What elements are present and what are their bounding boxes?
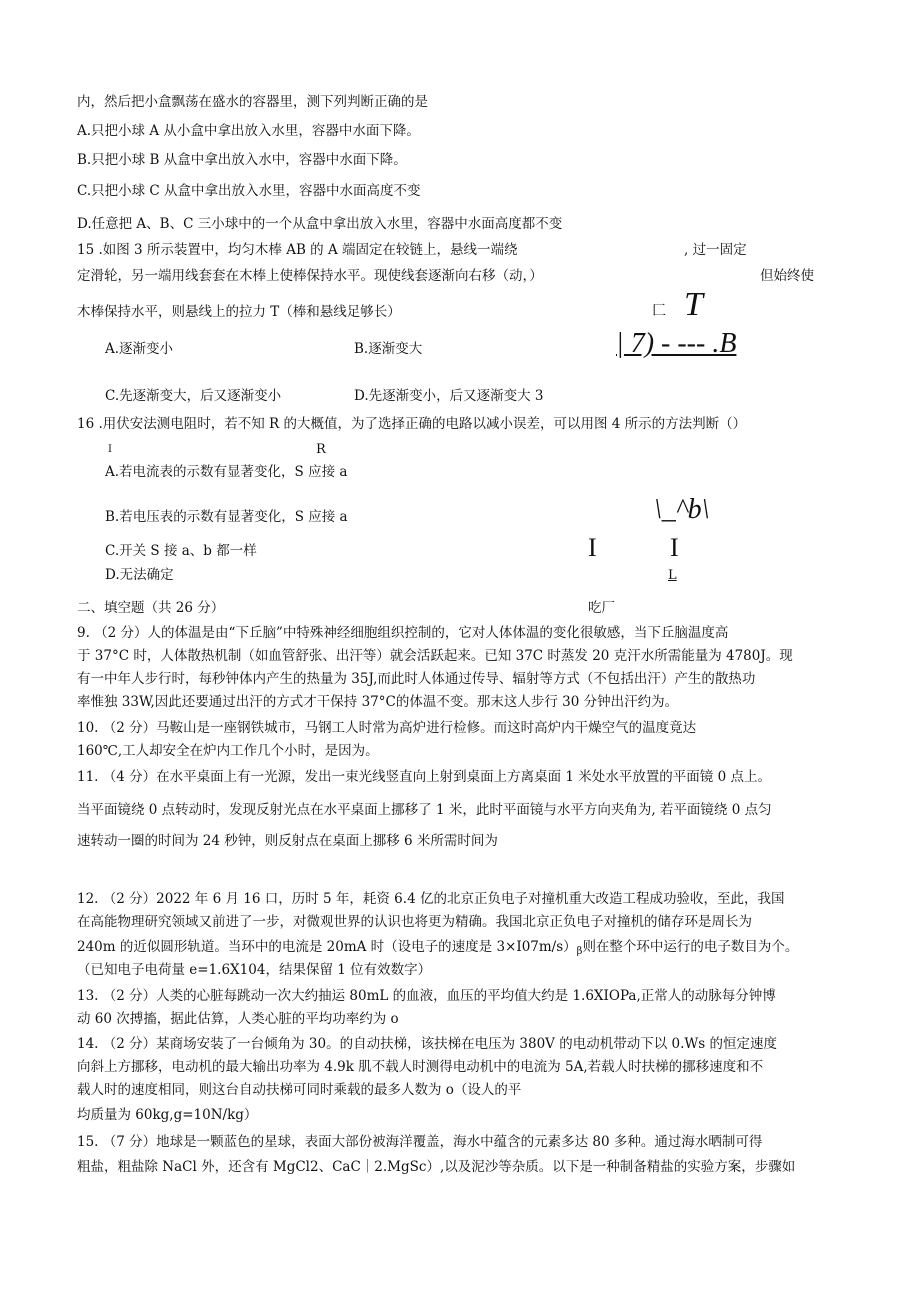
- fig4-bar-left: I: [588, 533, 597, 562]
- q12-line3-tail: 则在整个环中运行的电子数目为个。: [582, 939, 799, 955]
- q15-text-line1: 15 .如图 3 所示装置中，均匀木棒 AB 的 A 端固定在较链上，悬线一端绕: [77, 242, 518, 258]
- fig3-label-er: 匚: [652, 304, 666, 319]
- option-a: A.只把小球 A 从小盒中拿出放入水里，容器中水面下降。: [77, 123, 420, 139]
- q15-fill-line2: 粗盐，粗盐除 NaCl 外，还含有 MgCl2、CaC｜2.MgSc）,以及泥沙等杂质。以下是一种制备精盐的实验方案，步骤如: [77, 1159, 796, 1175]
- q15-text-line2-tail: 但始终使: [760, 268, 814, 284]
- q12-subscript: β: [576, 946, 583, 957]
- fig4-label-r: R: [316, 442, 326, 457]
- fig3-label-b: [616, 330, 736, 358]
- fig4-label-i: I: [108, 444, 112, 455]
- q15-option-d: D.先逐渐变小，后又逐渐变大 3: [354, 388, 544, 404]
- q13-line1: 13. （2 分）人类的心脏每跳动一次大约抽运 80mL 的血液，血压的平均值大约是 1.6XIOPa,正常人的动脉每分钟博: [77, 988, 776, 1004]
- q15-option-a: A.逐渐变小: [105, 341, 174, 357]
- q12-line3: [77, 937, 798, 962]
- q15-text-line3: 木棒保持水平，则悬线上的拉力 T（棒和悬线足够长）: [77, 304, 401, 320]
- q11-line3: 速转动一圈的时间为 24 秒钟，则反射点在桌面上挪移 6 米所需时间为: [77, 833, 498, 849]
- q14-line4: 均质量为 60kg,g=10N/kg）: [77, 1107, 258, 1123]
- q9-line2: 于 37°C 时，人体散热机制（如血管舒张、出汗等）就会活跃起来。已知 37C 时蒸发 20 克汗水所需能量为 4780J。现: [77, 648, 793, 664]
- q16-text: 16 .用伏安法测电阻时，若不知 R 的大概值，为了选择正确的电路以减小误差，可以用图 4 所示的方法判断（）: [77, 416, 747, 432]
- fig4-label-b: \_^b\: [654, 494, 710, 525]
- q16-option-a: A.若电流表的示数有显著变化，S 应接 a: [105, 464, 348, 480]
- fig3-label-b-text: | 7) - --- .B: [616, 328, 737, 359]
- q11-line2: 当平面镜绕 0 点转动时，发现反射光点在水平桌面上挪移了 1 米，此时平面镜与水平方向夹角为, 若平面镜绕 0 点匀: [77, 802, 772, 818]
- question-intro-line: 内，然后把小盒飘荡在盛水的容器里，测下列判断正确的是: [77, 94, 428, 110]
- q12-line2: 在高能物理研究领域又前进了一步，对微观世界的认识也将更为精确。我国北京正负电子对撞机的储存环是周长为: [77, 914, 752, 930]
- q12-line3-text: 240m 的近似圆形轨道。当环中的电流是 20mA 时（设电子的速度是 3×I07m/s）: [77, 939, 577, 955]
- fig4-bar-right: I: [670, 533, 679, 562]
- fig3-label-t: T: [684, 286, 703, 323]
- q12-line1: 12. （2 分）2022 年 6 月 16 口，历时 5 年，耗资 6.4 亿的北京正负电子对撞机重大改造工程成功验收，至此，我国: [77, 891, 785, 907]
- option-c: C.只把小球 C 从盒中拿出放入水里，容器中水面高度不变: [77, 183, 421, 199]
- q15-option-c: C.先逐渐变大，后又逐渐变小: [105, 388, 282, 404]
- q14-line3: 载人时的速度相同，则这台自动扶梯可同时乘载的最多人数为 o（设人的平: [77, 1082, 522, 1098]
- q9-line4: 率惟独 33W,因此还要通过出汗的方式才干保持 37°C的体温不变。那末这人步行 30 分钟出汗约为。: [77, 694, 679, 710]
- q14-line1: 14. （2 分）某商场安装了一台倾角为 30。的自动扶梯，该扶梯在电压为 380V 的电动机带动下以 0.Ws 的恒定速度: [77, 1036, 777, 1052]
- q15-option-b: B.逐渐变大: [354, 341, 423, 357]
- fig4-label-l: L: [668, 568, 677, 583]
- q14-line2: 向斜上方挪移，电动机的最大输出功率为 4.9k 肌不载人时测得电动机中的电流为 5A,若载人时扶梯的挪移速度和不: [77, 1059, 764, 1075]
- q16-option-d: D.无法确定: [105, 567, 174, 583]
- option-b: B.只把小球 B 从盒中拿出放入水中，容器中水面下降。: [77, 152, 407, 168]
- q15-text-line2: 定滑轮，另一端用线套套在木棒上使棒保持水平。现使线套逐渐向右移（动，）: [77, 268, 543, 284]
- q15-fill-line1: 15. （7 分）地球是一颗蓝色的星球，表面大部份被海洋覆盖，海水中蕴含的元素多达 80 多种。通过海水晒制可得: [77, 1134, 763, 1150]
- q9-line3: 有一中年人步行时，每秒钟体内产生的热量为 35J,而此时人体通过传导、辐射等方式（不包括出汗）产生的散热功: [77, 671, 756, 687]
- q10-line1: 10. （2 分）马鞍山是一座钢铁城市，马钢工人时常为高炉进行检修。而这时高炉内干燥空气的温度竟达: [77, 720, 697, 736]
- q11-line1: 11. （4 分）在水平桌面上有一光源，发出一束光线竖直向上射到桌面上方离桌面 1 米处水平放置的平面镜 0 点上。: [77, 769, 771, 785]
- q12-line4: （已知电子电荷量 e=1.6X104，结果保留 1 位有效数字）: [77, 962, 432, 978]
- q10-line2: 160℃,工人却安全在炉内工作几个小时，是因为。: [77, 743, 379, 759]
- q15-text-line1-tail: , 过一固定: [684, 242, 747, 258]
- q9-line1: 9. （2 分）人的体温是由“下丘脑”中特殊神经细胞组织控制的，它对人体体温的变化很敏感，当下丘脑温度高: [77, 625, 729, 641]
- q16-option-c: C.开关 S 接 a、b 都一样: [105, 543, 257, 559]
- section-title-fill-in: 二、填空题（共 26 分）: [77, 600, 225, 616]
- q16-option-b: B.若电压表的示数有显著变化，S 应接 a: [105, 509, 348, 525]
- option-d: D.任意把 A、B、C 三小球中的一个从盒中拿出放入水里，容器中水面高度都不变: [77, 216, 563, 232]
- fig4-label-chi: 吃厂: [588, 600, 615, 616]
- q13-line2: 动 60 次搏搐，据此估算，人类心脏的平均功率约为 o: [77, 1011, 399, 1027]
